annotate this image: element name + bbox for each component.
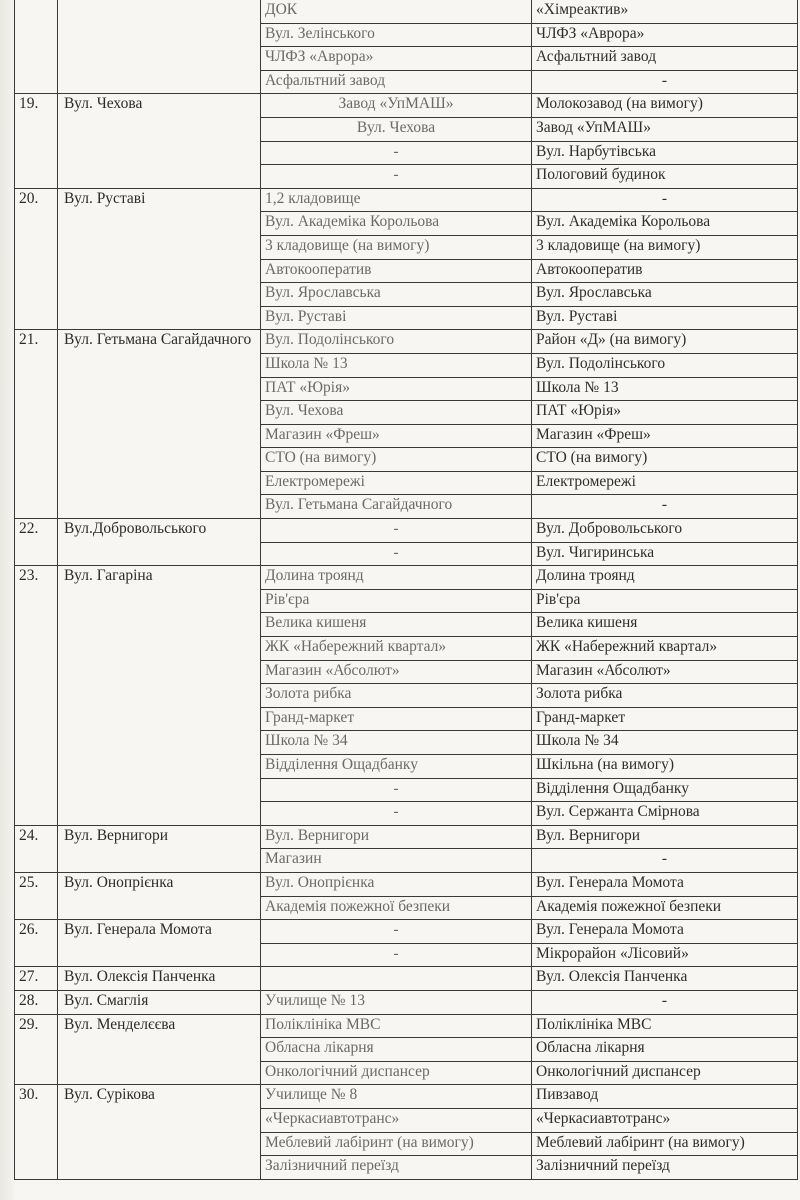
stop-cell-direction-b: Молокозавод (на вимогу) (532, 94, 798, 118)
stop-cell-direction-a: СТО (на вимогу) (261, 448, 532, 472)
route-street: Вул. Руставі (58, 188, 261, 330)
route-street: Вул. Чехова (58, 94, 261, 188)
stop-cell-direction-a: Вул. Гетьмана Сагайдачного (261, 495, 532, 519)
stop-cell-direction-b: Асфальтний завод (532, 47, 798, 71)
route-street: Вул. Олексія Панченка (58, 967, 261, 991)
table-row (15, 967, 798, 991)
stop-cell-direction-a: Рів'єра (261, 589, 532, 613)
route-street: Вул. Вернигори (58, 825, 261, 872)
route-number: 19. (15, 94, 58, 188)
table-row (15, 990, 798, 1014)
stop-cell-direction-b: Пивзавод (532, 1085, 798, 1109)
route-number (15, 0, 58, 94)
stop-cell-direction-b: Вул. Сержанта Смірнова (532, 802, 798, 826)
stop-cell-direction-a: Обласна лікарня (261, 1038, 532, 1062)
stop-cell-direction-a: - (261, 542, 532, 566)
stop-cell-direction-a: ЖК «Набережний квартал» (261, 637, 532, 661)
table-row (15, 0, 798, 23)
stop-cell-direction-b: Вул. Нарбутівська (532, 141, 798, 165)
route-number: 21. (15, 330, 58, 519)
stop-cell-direction-a: Електромережі (261, 471, 532, 495)
stop-cell-direction-b: ПАТ «Юрія» (532, 401, 798, 425)
stop-cell-direction-b: Вул. Олексія Панченка (532, 967, 798, 991)
stop-cell-direction-a: Училище № 13 (261, 990, 532, 1014)
stop-cell-direction-a: - (261, 920, 532, 944)
stop-cell-direction-a: Асфальтний завод (261, 70, 532, 94)
stop-cell-direction-b: Вул. Вернигори (532, 825, 798, 849)
stop-cell-direction-b: Онкологічний диспансер (532, 1061, 798, 1085)
stop-cell-direction-b: Поліклініка МВС (532, 1014, 798, 1038)
stop-cell-direction-a: Вул. Онопрієнка (261, 872, 532, 896)
stop-cell-direction-b: Обласна лікарня (532, 1038, 798, 1062)
route-street: Вул.Добровольського (58, 519, 261, 566)
stop-cell-direction-a: Магазин «Абсолют» (261, 660, 532, 684)
table-row (15, 519, 798, 543)
stop-cell-direction-b: Велика кишеня (532, 613, 798, 637)
stop-cell-direction-a: Відділення Ощадбанку (261, 755, 532, 779)
table-row (15, 330, 798, 354)
stop-cell-direction-a: Вул. Чехова (261, 117, 532, 141)
stop-cell-direction-a: Вул. Зелінського (261, 23, 532, 47)
stop-cell-direction-b: Рів'єра (532, 589, 798, 613)
stop-cell-direction-a: Школа № 13 (261, 353, 532, 377)
stop-cell-direction-a: - (261, 778, 532, 802)
route-street: Вул. Гетьмана Сагайдачного (58, 330, 261, 519)
stop-cell-direction-a: Автокооператив (261, 259, 532, 283)
stop-cell-direction-a: - (261, 519, 532, 543)
stop-cell-direction-b: Відділення Ощадбанку (532, 778, 798, 802)
route-number: 24. (15, 825, 58, 872)
route-number: 27. (15, 967, 58, 991)
stop-cell-direction-b: Вул. Академіка Корольова (532, 212, 798, 236)
stop-cell-direction-a: Онкологічний диспансер (261, 1061, 532, 1085)
route-street: Вул. Гагаріна (58, 566, 261, 826)
table-row (15, 1014, 798, 1038)
stop-cell-direction-b: 3 кладовище (на вимогу) (532, 235, 798, 259)
stop-cell-direction-a: Училище № 8 (261, 1085, 532, 1109)
stop-cell-direction-a: ПАТ «Юрія» (261, 377, 532, 401)
stop-cell-direction-a: Вул. Руставі (261, 306, 532, 330)
stop-cell-direction-b: Мікрорайон «Лісовий» (532, 943, 798, 967)
page-edge (0, 0, 14, 1200)
route-number: 26. (15, 920, 58, 967)
stop-cell-direction-a: Гранд-маркет (261, 707, 532, 731)
stop-cell-direction-b: Автокооператив (532, 259, 798, 283)
stop-cell-direction-b: Магазин «Фреш» (532, 424, 798, 448)
stop-cell-direction-b: Вул. Чигиринська (532, 542, 798, 566)
stop-cell-direction-b: «Хімреактив» (532, 0, 798, 23)
stop-cell-direction-a: «Черкасиавтотранс» (261, 1108, 532, 1132)
stop-cell-direction-a: Велика кишеня (261, 613, 532, 637)
stop-cell-direction-a (261, 967, 532, 991)
table-row (15, 566, 798, 590)
stop-cell-direction-a: ЧЛФЗ «Аврора» (261, 47, 532, 71)
stop-cell-direction-b: СТО (на вимогу) (532, 448, 798, 472)
stop-cell-direction-b: - (532, 188, 798, 212)
table-row (15, 1085, 798, 1109)
table-row (15, 825, 798, 849)
stops-table (14, 0, 798, 1180)
table-row (15, 188, 798, 212)
stop-cell-direction-a: 3 кладовище (на вимогу) (261, 235, 532, 259)
stop-cell-direction-a: Вул. Академіка Корольова (261, 212, 532, 236)
stop-cell-direction-b: - (532, 495, 798, 519)
stop-cell-direction-b: Гранд-маркет (532, 707, 798, 731)
stop-cell-direction-a: Завод «УпМАШ» (261, 94, 532, 118)
route-number: 20. (15, 188, 58, 330)
route-number: 30. (15, 1085, 58, 1179)
stop-cell-direction-a: Вул. Подолінського (261, 330, 532, 354)
stop-cell-direction-b: ЖК «Набережний квартал» (532, 637, 798, 661)
stop-cell-direction-b: - (532, 990, 798, 1014)
route-street: Вул. Менделєєва (58, 1014, 261, 1085)
stop-cell-direction-a: - (261, 165, 532, 189)
stop-cell-direction-b: Завод «УпМАШ» (532, 117, 798, 141)
stop-cell-direction-a: Золота рибка (261, 684, 532, 708)
stop-cell-direction-a: Поліклініка МВС (261, 1014, 532, 1038)
stop-cell-direction-b: Вул. Генерала Момота (532, 920, 798, 944)
table-row (15, 872, 798, 896)
stop-cell-direction-b: - (532, 70, 798, 94)
route-street: Вул. Генерала Момота (58, 920, 261, 967)
stop-cell-direction-b: Пологовий будинок (532, 165, 798, 189)
stop-cell-direction-b: Вул. Подолінського (532, 353, 798, 377)
stop-cell-direction-b: - (532, 849, 798, 873)
route-street: Вул. Сурікова (58, 1085, 261, 1179)
stop-cell-direction-b: Вул. Ярославська (532, 283, 798, 307)
route-number: 29. (15, 1014, 58, 1085)
stop-cell-direction-b: Школа № 13 (532, 377, 798, 401)
stop-cell-direction-a: Магазин (261, 849, 532, 873)
route-number: 23. (15, 566, 58, 826)
route-street: Вул. Онопрієнка (58, 872, 261, 919)
stop-cell-direction-a: Долина троянд (261, 566, 532, 590)
stop-cell-direction-b: Школа № 34 (532, 731, 798, 755)
route-number: 25. (15, 872, 58, 919)
stop-cell-direction-b: «Черкасиавтотранс» (532, 1108, 798, 1132)
stop-cell-direction-b: Меблевий лабіринт (на вимогу) (532, 1132, 798, 1156)
route-number: 22. (15, 519, 58, 566)
table-row (15, 920, 798, 944)
stop-cell-direction-a: - (261, 943, 532, 967)
stop-cell-direction-b: Район «Д» (на вимогу) (532, 330, 798, 354)
stop-cell-direction-a: Магазин «Фреш» (261, 424, 532, 448)
stop-cell-direction-b: Академія пожежної безпеки (532, 896, 798, 920)
stop-cell-direction-b: ЧЛФЗ «Аврора» (532, 23, 798, 47)
stop-cell-direction-b: Магазин «Абсолют» (532, 660, 798, 684)
stop-cell-direction-b: Залізничний переїзд (532, 1156, 798, 1180)
stop-cell-direction-a: Залізничний переїзд (261, 1156, 532, 1180)
stop-cell-direction-b: Вул. Генерала Момота (532, 872, 798, 896)
stop-cell-direction-a: Академія пожежної безпеки (261, 896, 532, 920)
stop-cell-direction-a: - (261, 141, 532, 165)
route-street (58, 0, 261, 94)
stop-cell-direction-a: Вул. Ярославська (261, 283, 532, 307)
stop-cell-direction-a: ДОК (261, 0, 532, 23)
stop-cell-direction-a: Меблевий лабіринт (на вимогу) (261, 1132, 532, 1156)
stop-cell-direction-a: Вул. Чехова (261, 401, 532, 425)
stop-cell-direction-a: Вул. Вернигори (261, 825, 532, 849)
route-street: Вул. Смаглія (58, 990, 261, 1014)
stop-cell-direction-b: Золота рибка (532, 684, 798, 708)
stop-cell-direction-a: - (261, 802, 532, 826)
stop-cell-direction-b: Вул. Руставі (532, 306, 798, 330)
stop-cell-direction-a: 1,2 кладовище (261, 188, 532, 212)
stop-cell-direction-b: Долина троянд (532, 566, 798, 590)
stop-cell-direction-a: Школа № 34 (261, 731, 532, 755)
stop-cell-direction-b: Шкільна (на вимогу) (532, 755, 798, 779)
route-number: 28. (15, 990, 58, 1014)
table-row (15, 94, 798, 118)
stop-cell-direction-b: Вул. Добровольського (532, 519, 798, 543)
stop-cell-direction-b: Електромережі (532, 471, 798, 495)
